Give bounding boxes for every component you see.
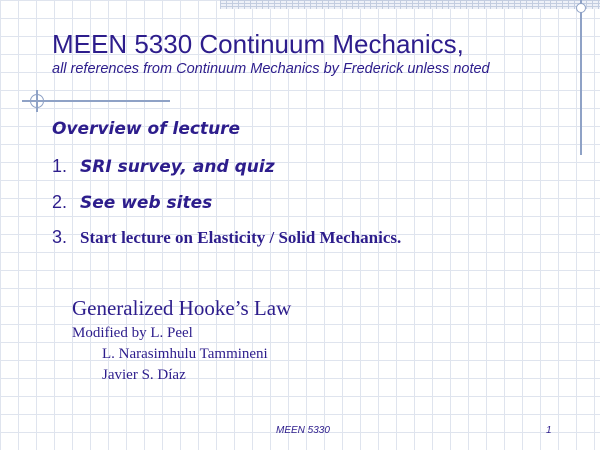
agenda-item-number: 2. — [52, 192, 68, 212]
credit-line: Javier S. Díaz — [102, 367, 186, 383]
agenda-item-number: 3. — [52, 227, 68, 247]
agenda-item-text: Start lecture on Elasticity / Solid Mechanics. — [80, 228, 402, 247]
slide-subtitle: all references from Continuum Mechanics by Frederick unless noted — [52, 61, 490, 77]
agenda-item-1 — [52, 156, 275, 177]
section-title: Generalized Hooke’s Law — [72, 296, 292, 320]
agenda-item-2 — [52, 192, 212, 213]
agenda-item-text: See web sites — [80, 193, 213, 213]
decorative-crosshair-circle — [30, 94, 44, 108]
decorative-circle-top-right — [576, 3, 586, 13]
page-number: 1 — [546, 425, 552, 436]
agenda-item-text: SRI survey, and quiz — [80, 157, 275, 177]
decorative-horizontal-line — [22, 100, 170, 102]
credit-line: L. Narasimhulu Tammineni — [102, 346, 268, 362]
decorative-top-band — [220, 0, 600, 9]
credit-line: Modified by L. Peel — [72, 325, 193, 341]
decorative-vertical-line — [580, 0, 582, 155]
agenda-item-3 — [52, 227, 401, 248]
overview-heading: Overview of lecture — [52, 119, 241, 139]
agenda-item-number: 1. — [52, 156, 68, 176]
slide-title: MEEN 5330 Continuum Mechanics, — [52, 29, 464, 59]
footer-course-label: MEEN 5330 — [276, 425, 330, 436]
